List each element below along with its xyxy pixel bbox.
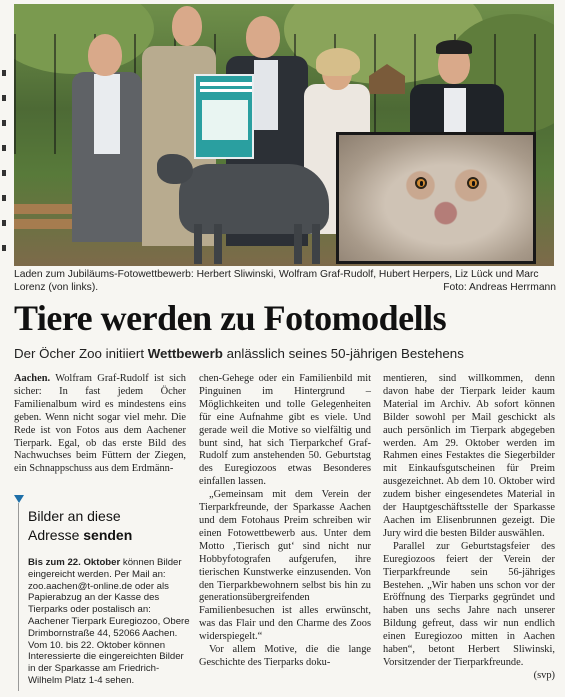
triangle-marker-icon: [14, 495, 24, 503]
info-box-title: Bilder an diese Adresse senden: [28, 508, 133, 543]
dateline: Aachen.: [14, 373, 51, 384]
photo-caption: [14, 268, 556, 294]
info-box: [14, 495, 190, 693]
gutter-marks: [0, 0, 10, 697]
article-photo: [14, 4, 554, 266]
caption-text: Laden zum Jubiläums-Fotowettbewerb: Herbert Sliwinski, Wolfram Graf-Rudolf, Hubert Herpers, Liz Lück und Marc Lorenz (von links).: [14, 269, 539, 294]
subheadline: Der Öcher Zoo initiiert Wettbewerb anlässlich seines 50-jährigen Bestehens: [14, 346, 464, 361]
article-column-3: mentieren, sind willkommen, denn davon habe der Tierpark leider kaum Material im Archiv. Ab sofort können Bilder sowohl per Mail geschickt als auch persönlich im Tierpark abgegeben werden. Am 29. Oktober werden im Rahmen eines Festaktes die Siegerbilder mit Einkaufsgutscheinen für Preim ausgezeichnet. Ab dem 10. Oktober wird zudem bisher eingesendetes Material in der Hauptgeschäftsstelle der Sparkasse Aachen im Elisenbrunnen gezeigt. Die Jury wird die besten Bilder auswählen. Parallel zur Geburtstagsfeier des Euregiozoos feiert der Verein der Tierparkfreunde sein 56-jähriges Bestehen. „Wir haben uns schon vor der Eröffnung des Tierparks gegründet und haben uns sechs Jahre nach unserer Bildung gefreut, dass wir nun endlich einen Euregiozoo mitten in Aachen haben“, betont Herbert Sliwinski, Vorsitzender der Tierparkfreunde. (svp): [383, 373, 555, 681]
headline: Tiere werden zu Fotomodells: [14, 298, 447, 338]
article-column-2: chen-Gehege oder ein Familienbild mit Pinguinen im Hintergrund – Möglichkeiten und tolle Gelegenheiten für eine Aufnahme gibt es viele. Und gerade weil die Motive so vielfältig und bunt sind, hat sich Tierparkchef Graf-Rudolf zum anstehenden 50. Geburtstag des Euregiozoos etwas Besonderes einfallen lassen. „Gemeinsam mit dem Verein der Tierparkfreunde, der Sparkasse Aachen und dem Fotohaus Preim schreiben wir einen Fotowettbewerb aus. Unter dem Motto ‚Tierisch gut‘ sind nicht nur Hobbyfotografen aufgerufen, ihre tierischen Kunstwerke einzusenden. Von den Tierparkbewohnern selbst bis hin zu generationsübergreifenden Familienbesuchen ist alles erwünscht, was das Flair und den Charme des Zoos widerspiegelt.“ Vor allem Motive, die die lange Geschichte des Tierparks doku-: [199, 373, 371, 668]
photo-credit: Foto: Andreas Herrmann: [443, 282, 556, 294]
author-signature: (svp): [533, 669, 555, 681]
info-box-text: Bis zum 22. Oktober können Bilder eingereicht werden. Per Mail an: zoo.aachen@t-online.de oder als Papierabzug an der Kasse des Tierparks oder postalisch an: Aachener Tierpark Euregiozoo, Obere Drimbornstraße 44, 52066 Aachen. Vom 10. bis 22. Oktober können Interessierte die eingereichten Bilder in der Sparkasse am Friedrich-Wilhelm Platz 1-4 sehen.: [28, 557, 190, 686]
framed-animal-photo: [336, 132, 536, 264]
contest-poster: [194, 74, 254, 159]
article-column-1: Aachen. Wolfram Graf-Rudolf ist sich sicher: In fast jedem Öcher Familienalbum wird es mindestens eins geben. Wenn nicht sogar viel mehr. Die Rede ist von Fotos aus dem Aachener Tierpark. Egal, ob das erste Bild des Nachwuchses beim Füttern der Ziegen, ein Schnappschuss aus dem Erdmänn-: [14, 373, 186, 475]
